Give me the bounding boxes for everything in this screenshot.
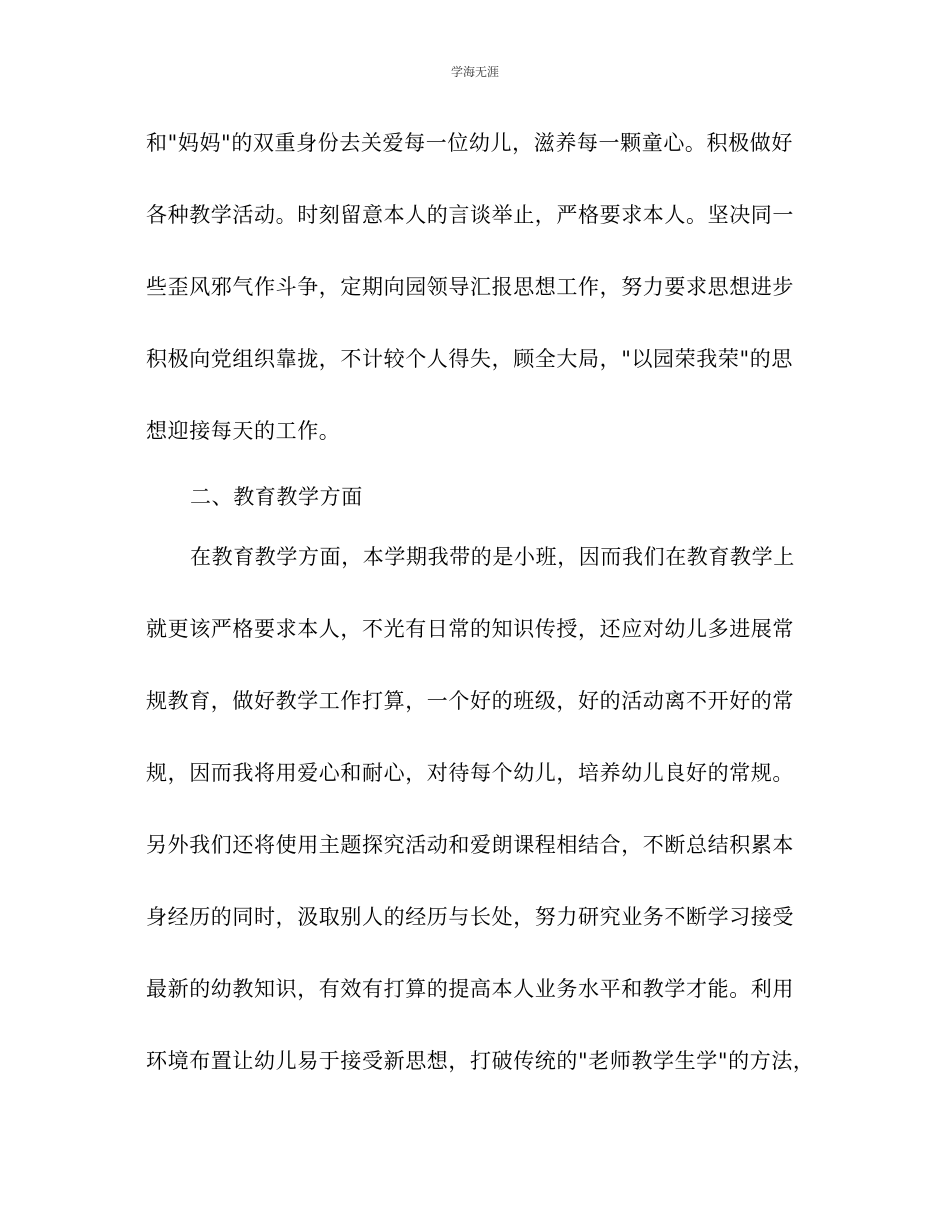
body-line-2: 各种教学活动。时刻留意本人的言谈举止，严格要求本人。坚决同一	[146, 203, 794, 227]
body-line-13: 最新的幼教知识，有效有打算的提高本人业务水平和教学才能。利用	[146, 977, 794, 1001]
body-line-5: 想迎接每天的工作。	[146, 419, 341, 443]
body-line-11: 另外我们还将使用主题探究活动和爱朗课程相结合，不断总结积累本	[146, 833, 794, 857]
section-heading: 二、教育教学方面	[190, 485, 363, 509]
body-line-7: 在教育教学方面，本学期我带的是小班，因而我们在教育教学上	[190, 545, 795, 569]
body-line-10: 规，因而我将用爱心和耐心，对待每个幼儿，培养幼儿良好的常规。	[146, 761, 794, 785]
body-line-9: 规教育，做好教学工作打算，一个好的班级，好的活动离不开好的常	[146, 689, 794, 713]
page-header: 学海无涯	[450, 65, 499, 79]
body-line-8: 就更该严格要求本人，不光有日常的知识传授，还应对幼儿多进展常	[146, 617, 794, 641]
body-line-3: 些歪风邪气作斗争，定期向园领导汇报思想工作，努力要求思想进步	[146, 275, 794, 299]
body-line-14: 环境布置让幼儿易于接受新思想，打破传统的"老师教学生学"的方法，	[146, 1049, 815, 1073]
body-line-4: 积极向党组织靠拢，不计较个人得失，顾全大局，"以园荣我荣"的思	[146, 347, 793, 371]
body-line-12: 身经历的同时，汲取别人的经历与长处，努力研究业务不断学习接受	[146, 905, 794, 929]
body-line-1: 和"妈妈"的双重身份去关爱每一位幼儿，滋养每一颗童心。积极做好	[146, 131, 793, 155]
